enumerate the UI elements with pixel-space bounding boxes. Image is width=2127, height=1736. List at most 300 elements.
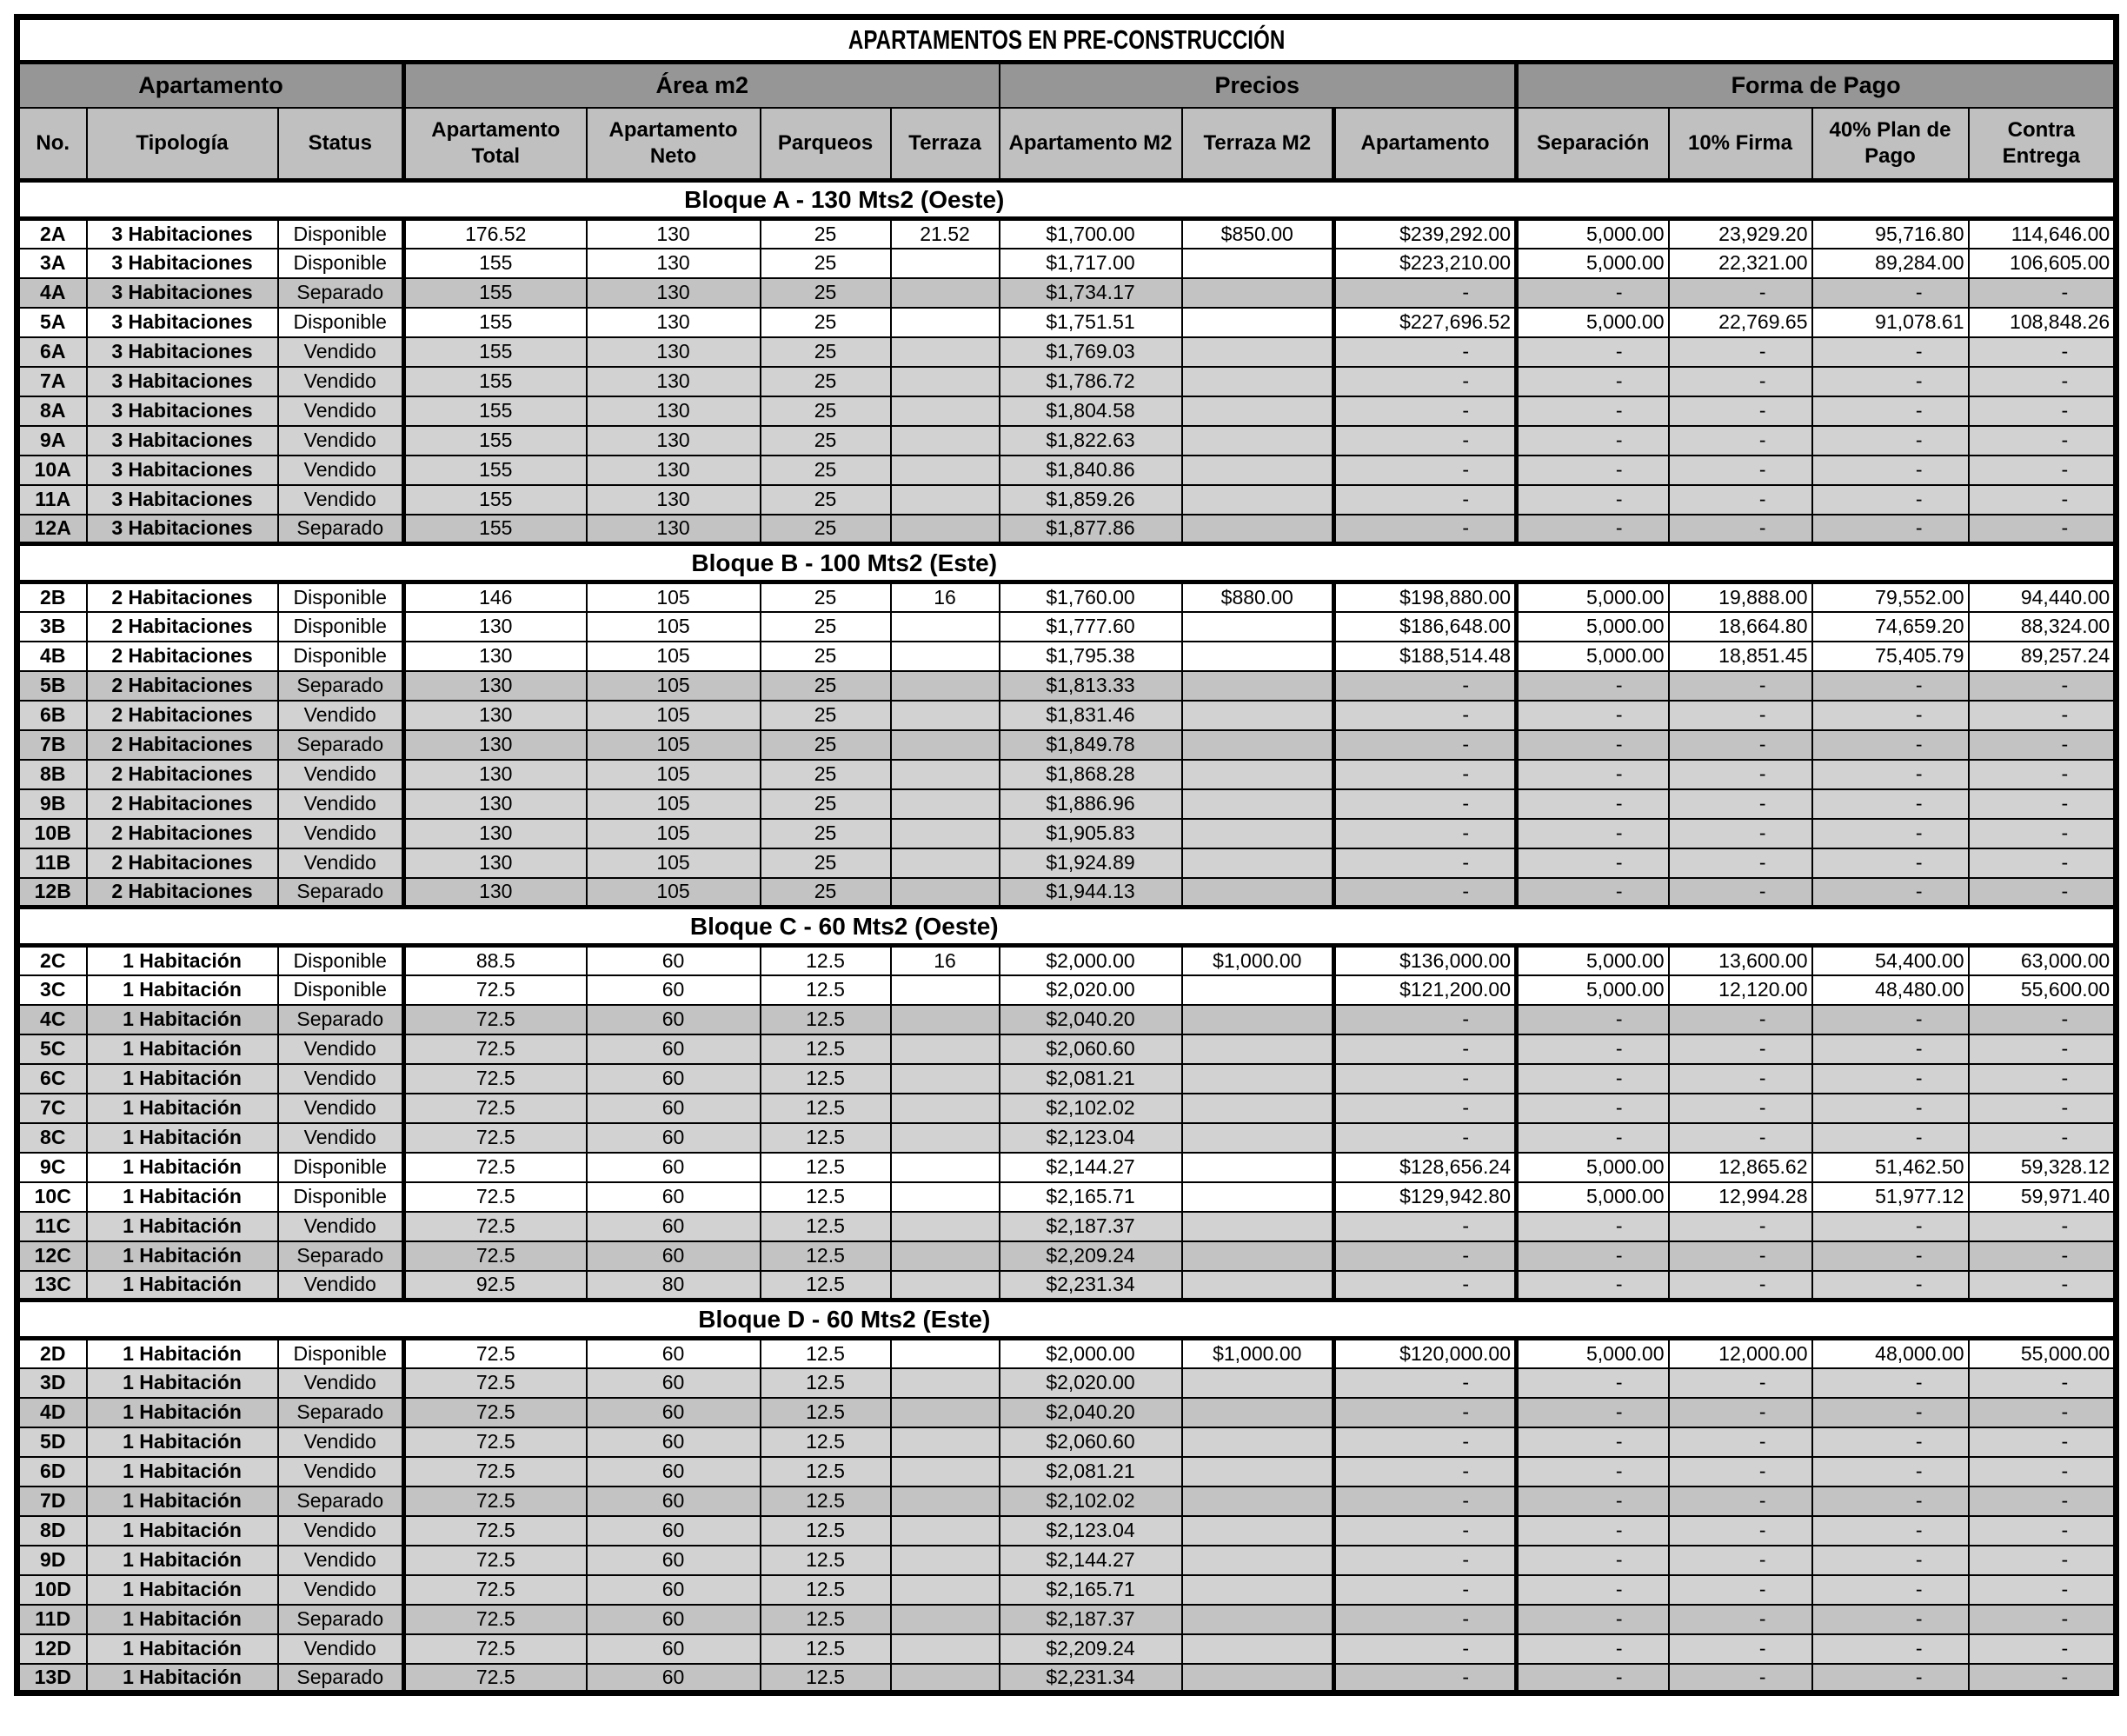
- cell-10-firma: -: [1669, 1368, 1812, 1398]
- cell-apartamento-total: 72.5: [404, 1153, 587, 1182]
- cell-apartamento-total: 72.5: [404, 1575, 587, 1605]
- cell-terraza: [891, 367, 1000, 396]
- cell-apartamento-neto: 60: [587, 1398, 761, 1427]
- cell-apartamento-total: 130: [404, 848, 587, 878]
- cell-apartamento-total: 72.5: [404, 1212, 587, 1241]
- section-title-filler: [1669, 1300, 2117, 1339]
- cell-separacion: -: [1517, 1516, 1669, 1546]
- cell-apartamento-m2: $2,187.37: [1000, 1212, 1182, 1241]
- cell-no: 8C: [17, 1123, 87, 1153]
- cell-10-firma: -: [1669, 1398, 1812, 1427]
- cell-apartamento-m2: $2,165.71: [1000, 1575, 1182, 1605]
- cell-contra-entrega: -: [1969, 789, 2117, 819]
- cell-terraza: [891, 1339, 1000, 1368]
- cell-no: 6A: [17, 337, 87, 367]
- cell-tipologia: 1 Habitación: [87, 1427, 278, 1457]
- cell-contra-entrega: -: [1969, 878, 2117, 908]
- cell-contra-entrega: 55,600.00: [1969, 975, 2117, 1005]
- cell-no: 9C: [17, 1153, 87, 1182]
- cell-terraza-m2: [1182, 1516, 1334, 1546]
- cell-apartamento-m2: $1,840.86: [1000, 456, 1182, 485]
- cell-tipologia: 1 Habitación: [87, 1064, 278, 1094]
- table-row: [17, 1487, 2117, 1516]
- cell-separacion: -: [1517, 789, 1669, 819]
- cell-terraza: [891, 701, 1000, 730]
- cell-separacion: -: [1517, 819, 1669, 848]
- cell-10-firma: -: [1669, 671, 1812, 701]
- cell-no: 10B: [17, 819, 87, 848]
- table-row: [17, 278, 2117, 308]
- cell-terraza-m2: [1182, 515, 1334, 544]
- cell-parqueos: 12.5: [761, 1034, 891, 1064]
- cell-10-firma: 19,888.00: [1669, 582, 1812, 612]
- cell-terraza-m2: [1182, 1427, 1334, 1457]
- cell-status: Vendido: [278, 1064, 404, 1094]
- cell-apartamento-total: 155: [404, 278, 587, 308]
- cell-apartamento-m2: $2,102.02: [1000, 1487, 1182, 1516]
- cell-apartamento-m2: $2,081.21: [1000, 1457, 1182, 1487]
- cell-10-firma: -: [1669, 1605, 1812, 1634]
- cell-status: Vendido: [278, 1575, 404, 1605]
- cell-status: Vendido: [278, 456, 404, 485]
- cell-40-plan-de-pago: -: [1812, 1005, 1969, 1034]
- cell-separacion: -: [1517, 1457, 1669, 1487]
- cell-apartamento-m2: $2,231.34: [1000, 1664, 1182, 1693]
- cell-apartamento-m2: $2,102.02: [1000, 1094, 1182, 1123]
- cell-contra-entrega: -: [1969, 1123, 2117, 1153]
- column-group-header: Forma de Pago: [1517, 63, 2117, 108]
- cell-terraza: [891, 1241, 1000, 1271]
- cell-apartamento-m2: $2,040.20: [1000, 1398, 1182, 1427]
- table-row: [17, 701, 2117, 730]
- cell-separacion: 5,000.00: [1517, 219, 1669, 249]
- cell-apartamento-neto: 80: [587, 1271, 761, 1300]
- cell-contra-entrega: 94,440.00: [1969, 582, 2117, 612]
- cell-terraza: [891, 848, 1000, 878]
- cell-status: Vendido: [278, 1634, 404, 1664]
- cell-apartamento-neto: 60: [587, 1094, 761, 1123]
- column-header-10-firma: 10% Firma: [1669, 108, 1812, 181]
- cell-tipologia: 2 Habitaciones: [87, 730, 278, 760]
- cell-no: 8B: [17, 760, 87, 789]
- cell-apartamento-m2: $1,859.26: [1000, 485, 1182, 515]
- cell-status: Separado: [278, 878, 404, 908]
- cell-apartamento-m2: $2,123.04: [1000, 1516, 1182, 1546]
- cell-apartamento-m2: $1,944.13: [1000, 878, 1182, 908]
- cell-parqueos: 25: [761, 848, 891, 878]
- cell-separacion: -: [1517, 396, 1669, 426]
- cell-apartamento-total: 72.5: [404, 1123, 587, 1153]
- cell-terraza: [891, 337, 1000, 367]
- section-title: Bloque C - 60 Mts2 (Oeste): [17, 908, 1669, 946]
- cell-parqueos: 25: [761, 878, 891, 908]
- cell-10-firma: 12,120.00: [1669, 975, 1812, 1005]
- cell-separacion: 5,000.00: [1517, 642, 1669, 671]
- cell-no: 10D: [17, 1575, 87, 1605]
- cell-contra-entrega: -: [1969, 426, 2117, 456]
- cell-contra-entrega: -: [1969, 1516, 2117, 1546]
- cell-terraza-m2: [1182, 1182, 1334, 1212]
- cell-10-firma: -: [1669, 1034, 1812, 1064]
- cell-terraza: [891, 730, 1000, 760]
- table-row: [17, 730, 2117, 760]
- cell-apartamento-m2: $2,123.04: [1000, 1123, 1182, 1153]
- cell-apartamento-total: 146: [404, 582, 587, 612]
- cell-40-plan-de-pago: -: [1812, 1546, 1969, 1575]
- cell-terraza-m2: [1182, 1368, 1334, 1398]
- cell-apartamento-neto: 130: [587, 308, 761, 337]
- cell-terraza-m2: [1182, 878, 1334, 908]
- table-row: [17, 1339, 2117, 1368]
- cell-apartamento-m2: $1,822.63: [1000, 426, 1182, 456]
- cell-10-firma: 12,000.00: [1669, 1339, 1812, 1368]
- cell-status: Disponible: [278, 249, 404, 278]
- cell-no: 4C: [17, 1005, 87, 1034]
- cell-10-firma: -: [1669, 1427, 1812, 1457]
- cell-apartamento-m2: $2,187.37: [1000, 1605, 1182, 1634]
- cell-apartamento: -: [1334, 456, 1517, 485]
- cell-separacion: -: [1517, 1664, 1669, 1693]
- cell-status: Separado: [278, 1241, 404, 1271]
- cell-10-firma: -: [1669, 1241, 1812, 1271]
- cell-separacion: 5,000.00: [1517, 308, 1669, 337]
- cell-apartamento-total: 72.5: [404, 1664, 587, 1693]
- cell-no: 3D: [17, 1368, 87, 1398]
- cell-10-firma: 13,600.00: [1669, 946, 1812, 975]
- cell-terraza: [891, 1094, 1000, 1123]
- section-title: Bloque D - 60 Mts2 (Este): [17, 1300, 1669, 1339]
- cell-separacion: -: [1517, 848, 1669, 878]
- cell-tipologia: 3 Habitaciones: [87, 249, 278, 278]
- cell-apartamento-neto: 105: [587, 760, 761, 789]
- cell-apartamento: -: [1334, 1516, 1517, 1546]
- cell-separacion: -: [1517, 878, 1669, 908]
- cell-apartamento-neto: 60: [587, 1634, 761, 1664]
- cell-tipologia: 1 Habitación: [87, 1005, 278, 1034]
- cell-40-plan-de-pago: -: [1812, 337, 1969, 367]
- cell-parqueos: 12.5: [761, 1094, 891, 1123]
- cell-40-plan-de-pago: -: [1812, 278, 1969, 308]
- cell-contra-entrega: -: [1969, 1368, 2117, 1398]
- cell-apartamento-total: 72.5: [404, 1064, 587, 1094]
- cell-apartamento-total: 155: [404, 456, 587, 485]
- cell-parqueos: 12.5: [761, 1123, 891, 1153]
- column-header-no: No.: [17, 108, 87, 181]
- cell-parqueos: 25: [761, 671, 891, 701]
- cell-terraza-m2: [1182, 1241, 1334, 1271]
- cell-apartamento: $223,210.00: [1334, 249, 1517, 278]
- column-header-apartamento-m2: Apartamento M2: [1000, 108, 1182, 181]
- cell-no: 4A: [17, 278, 87, 308]
- table-row: [17, 1427, 2117, 1457]
- cell-terraza-m2: [1182, 1634, 1334, 1664]
- cell-terraza: [891, 1605, 1000, 1634]
- cell-apartamento-neto: 60: [587, 1153, 761, 1182]
- cell-separacion: -: [1517, 1427, 1669, 1457]
- cell-40-plan-de-pago: -: [1812, 456, 1969, 485]
- cell-apartamento: -: [1334, 1271, 1517, 1300]
- cell-terraza-m2: [1182, 1546, 1334, 1575]
- cell-parqueos: 25: [761, 701, 891, 730]
- cell-no: 11B: [17, 848, 87, 878]
- cell-terraza: [891, 612, 1000, 642]
- cell-apartamento-total: 176.52: [404, 219, 587, 249]
- cell-40-plan-de-pago: -: [1812, 1516, 1969, 1546]
- column-header-terraza: Terraza: [891, 108, 1000, 181]
- table-row: [17, 1241, 2117, 1271]
- cell-10-firma: 23,929.20: [1669, 219, 1812, 249]
- cell-contra-entrega: -: [1969, 701, 2117, 730]
- cell-40-plan-de-pago: 89,284.00: [1812, 249, 1969, 278]
- cell-apartamento-m2: $1,700.00: [1000, 219, 1182, 249]
- cell-no: 9D: [17, 1546, 87, 1575]
- cell-apartamento-m2: $2,000.00: [1000, 946, 1182, 975]
- cell-apartamento-total: 92.5: [404, 1271, 587, 1300]
- cell-10-firma: -: [1669, 1271, 1812, 1300]
- cell-separacion: -: [1517, 1398, 1669, 1427]
- cell-10-firma: -: [1669, 730, 1812, 760]
- table-row: [17, 789, 2117, 819]
- cell-contra-entrega: -: [1969, 1241, 2117, 1271]
- cell-40-plan-de-pago: -: [1812, 1664, 1969, 1693]
- cell-apartamento: -: [1334, 1546, 1517, 1575]
- cell-40-plan-de-pago: -: [1812, 1575, 1969, 1605]
- cell-apartamento-neto: 105: [587, 582, 761, 612]
- cell-no: 7C: [17, 1094, 87, 1123]
- cell-terraza-m2: [1182, 848, 1334, 878]
- cell-status: Vendido: [278, 396, 404, 426]
- cell-tipologia: 2 Habitaciones: [87, 819, 278, 848]
- cell-separacion: -: [1517, 456, 1669, 485]
- page-title-cell: [17, 17, 2117, 63]
- cell-tipologia: 3 Habitaciones: [87, 456, 278, 485]
- cell-40-plan-de-pago: 95,716.80: [1812, 219, 1969, 249]
- cell-apartamento: -: [1334, 426, 1517, 456]
- cell-terraza: [891, 1153, 1000, 1182]
- cell-no: 11D: [17, 1605, 87, 1634]
- title-row: [17, 17, 2117, 63]
- cell-apartamento-m2: $1,777.60: [1000, 612, 1182, 642]
- cell-apartamento-neto: 130: [587, 337, 761, 367]
- cell-terraza: [891, 1575, 1000, 1605]
- cell-terraza: [891, 1634, 1000, 1664]
- cell-apartamento: -: [1334, 1094, 1517, 1123]
- cell-40-plan-de-pago: 74,659.20: [1812, 612, 1969, 642]
- cell-contra-entrega: -: [1969, 730, 2117, 760]
- cell-apartamento-neto: 60: [587, 1427, 761, 1457]
- cell-contra-entrega: -: [1969, 1487, 2117, 1516]
- cell-apartamento-neto: 105: [587, 819, 761, 848]
- cell-apartamento: -: [1334, 760, 1517, 789]
- cell-terraza-m2: [1182, 1034, 1334, 1064]
- cell-terraza-m2: $1,000.00: [1182, 946, 1334, 975]
- table-row: [17, 612, 2117, 642]
- cell-no: 3C: [17, 975, 87, 1005]
- cell-parqueos: 12.5: [761, 1634, 891, 1664]
- cell-no: 11C: [17, 1212, 87, 1241]
- cell-no: 5C: [17, 1034, 87, 1064]
- cell-apartamento-m2: $2,020.00: [1000, 1368, 1182, 1398]
- cell-tipologia: 2 Habitaciones: [87, 612, 278, 642]
- cell-terraza: [891, 760, 1000, 789]
- cell-no: 4B: [17, 642, 87, 671]
- cell-parqueos: 12.5: [761, 1182, 891, 1212]
- table-row: [17, 848, 2117, 878]
- table-row: [17, 1546, 2117, 1575]
- column-group-row: [17, 63, 2117, 108]
- cell-terraza-m2: [1182, 1575, 1334, 1605]
- cell-apartamento: $186,648.00: [1334, 612, 1517, 642]
- cell-apartamento: -: [1334, 789, 1517, 819]
- cell-no: 11A: [17, 485, 87, 515]
- cell-apartamento-m2: $2,081.21: [1000, 1064, 1182, 1094]
- cell-contra-entrega: -: [1969, 1575, 2117, 1605]
- column-group-header: Apartamento: [17, 63, 404, 108]
- cell-separacion: -: [1517, 1034, 1669, 1064]
- cell-terraza: 16: [891, 582, 1000, 612]
- cell-no: 5D: [17, 1427, 87, 1457]
- section-header-row: [17, 908, 2117, 946]
- cell-apartamento-total: 130: [404, 819, 587, 848]
- cell-terraza: [891, 1064, 1000, 1094]
- cell-parqueos: 25: [761, 612, 891, 642]
- cell-apartamento-neto: 60: [587, 1457, 761, 1487]
- cell-parqueos: 25: [761, 278, 891, 308]
- cell-terraza-m2: [1182, 671, 1334, 701]
- table-row: [17, 946, 2117, 975]
- cell-apartamento-neto: 105: [587, 730, 761, 760]
- cell-no: 10A: [17, 456, 87, 485]
- cell-apartamento-m2: $1,924.89: [1000, 848, 1182, 878]
- cell-separacion: 5,000.00: [1517, 1153, 1669, 1182]
- cell-separacion: -: [1517, 426, 1669, 456]
- cell-apartamento: -: [1334, 1427, 1517, 1457]
- cell-no: 5B: [17, 671, 87, 701]
- cell-parqueos: 25: [761, 515, 891, 544]
- cell-parqueos: 25: [761, 485, 891, 515]
- cell-separacion: -: [1517, 671, 1669, 701]
- cell-tipologia: 1 Habitación: [87, 1457, 278, 1487]
- cell-apartamento-total: 155: [404, 249, 587, 278]
- cell-tipologia: 1 Habitación: [87, 975, 278, 1005]
- cell-apartamento-total: 72.5: [404, 1241, 587, 1271]
- cell-contra-entrega: -: [1969, 485, 2117, 515]
- cell-apartamento: -: [1334, 878, 1517, 908]
- cell-terraza: [891, 1487, 1000, 1516]
- table-row: [17, 1634, 2117, 1664]
- cell-apartamento: $128,656.24: [1334, 1153, 1517, 1182]
- cell-apartamento-neto: 105: [587, 642, 761, 671]
- cell-40-plan-de-pago: 79,552.00: [1812, 582, 1969, 612]
- cell-apartamento: -: [1334, 1005, 1517, 1034]
- cell-status: Disponible: [278, 582, 404, 612]
- cell-parqueos: 12.5: [761, 1064, 891, 1094]
- table-row: [17, 1664, 2117, 1693]
- cell-40-plan-de-pago: -: [1812, 426, 1969, 456]
- cell-separacion: -: [1517, 730, 1669, 760]
- cell-status: Vendido: [278, 1368, 404, 1398]
- table-row: [17, 671, 2117, 701]
- cell-status: Disponible: [278, 975, 404, 1005]
- cell-apartamento: -: [1334, 1123, 1517, 1153]
- cell-apartamento-neto: 130: [587, 219, 761, 249]
- cell-10-firma: -: [1669, 1664, 1812, 1693]
- cell-no: 6D: [17, 1457, 87, 1487]
- cell-10-firma: -: [1669, 1575, 1812, 1605]
- cell-contra-entrega: -: [1969, 1398, 2117, 1427]
- cell-terraza: [891, 1182, 1000, 1212]
- cell-apartamento-total: 155: [404, 426, 587, 456]
- cell-terraza: [891, 1457, 1000, 1487]
- cell-terraza-m2: $1,000.00: [1182, 1339, 1334, 1368]
- cell-apartamento-m2: $2,231.34: [1000, 1271, 1182, 1300]
- cell-no: 13D: [17, 1664, 87, 1693]
- cell-40-plan-de-pago: -: [1812, 878, 1969, 908]
- cell-terraza-m2: [1182, 1153, 1334, 1182]
- cell-apartamento-neto: 60: [587, 1123, 761, 1153]
- cell-apartamento-neto: 130: [587, 515, 761, 544]
- cell-apartamento-total: 130: [404, 760, 587, 789]
- cell-apartamento-neto: 60: [587, 1064, 761, 1094]
- cell-40-plan-de-pago: -: [1812, 730, 1969, 760]
- cell-no: 13C: [17, 1271, 87, 1300]
- cell-no: 7A: [17, 367, 87, 396]
- cell-parqueos: 12.5: [761, 1368, 891, 1398]
- page-title: APARTAMENTOS EN PRE-CONSTRUCCIÓN: [847, 24, 1286, 55]
- table-row: [17, 1398, 2117, 1427]
- cell-apartamento-m2: $1,813.33: [1000, 671, 1182, 701]
- cell-separacion: -: [1517, 1575, 1669, 1605]
- cell-contra-entrega: -: [1969, 1664, 2117, 1693]
- table-row: [17, 1457, 2117, 1487]
- cell-apartamento: $121,200.00: [1334, 975, 1517, 1005]
- cell-apartamento-m2: $1,905.83: [1000, 819, 1182, 848]
- cell-no: 2C: [17, 946, 87, 975]
- cell-tipologia: 1 Habitación: [87, 1634, 278, 1664]
- cell-apartamento-m2: $2,020.00: [1000, 975, 1182, 1005]
- cell-terraza-m2: [1182, 396, 1334, 426]
- cell-10-firma: -: [1669, 337, 1812, 367]
- cell-apartamento-neto: 130: [587, 249, 761, 278]
- table-header: [17, 17, 2117, 181]
- table-row: [17, 249, 2117, 278]
- cell-apartamento-neto: 60: [587, 1005, 761, 1034]
- cell-terraza: [891, 456, 1000, 485]
- column-header-tipologia: Tipología: [87, 108, 278, 181]
- cell-parqueos: 12.5: [761, 1427, 891, 1457]
- table-row: [17, 1094, 2117, 1123]
- cell-status: Vendido: [278, 760, 404, 789]
- cell-parqueos: 25: [761, 730, 891, 760]
- column-header-apartamento-neto: Apartamento Neto: [587, 108, 761, 181]
- cell-apartamento-total: 155: [404, 515, 587, 544]
- cell-apartamento-total: 88.5: [404, 946, 587, 975]
- cell-contra-entrega: -: [1969, 1271, 2117, 1300]
- cell-40-plan-de-pago: -: [1812, 396, 1969, 426]
- cell-parqueos: 25: [761, 337, 891, 367]
- cell-terraza: [891, 426, 1000, 456]
- cell-status: Vendido: [278, 1546, 404, 1575]
- cell-40-plan-de-pago: -: [1812, 1241, 1969, 1271]
- cell-40-plan-de-pago: -: [1812, 1064, 1969, 1094]
- cell-40-plan-de-pago: 75,405.79: [1812, 642, 1969, 671]
- cell-terraza: [891, 1546, 1000, 1575]
- cell-apartamento-total: 72.5: [404, 1368, 587, 1398]
- cell-contra-entrega: -: [1969, 1212, 2117, 1241]
- cell-terraza-m2: $850.00: [1182, 219, 1334, 249]
- cell-contra-entrega: -: [1969, 337, 2117, 367]
- cell-apartamento-total: 130: [404, 701, 587, 730]
